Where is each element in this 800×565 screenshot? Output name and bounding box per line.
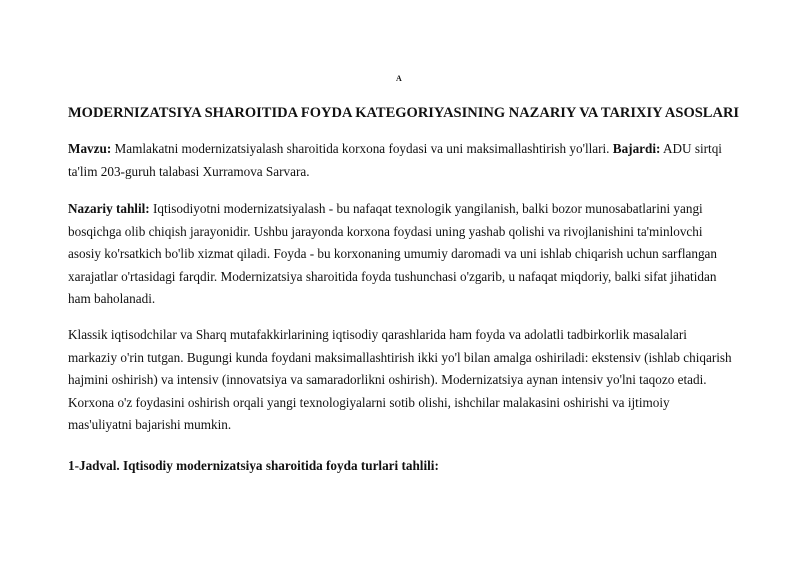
page-marker: A (396, 74, 402, 83)
theory-text: Iqtisodiyotni modernizatsiyalash - bu nafaqat texnologik yangilanish, balki bozor munosabatlarini yangi bosqichga olib chiqish jarayonidir. Ushbu jarayonda korxona foydasi uning yashab qolishi va rivojlanishini ta'minlovchi asosiy ko'rsatkich bo'lib xizmat qiladi. Foyda - bu korxonaning umumiy daromadi va uni ishlab chiqarish uchun sarflangan xarajatlar o'rtasidagi farqdir. Modernizatsiya sharoitida foyda tushunchasi o'zgarib, u nafaqat miqdoriy, balki sifat jihatidan ham baholanadi. (68, 201, 717, 307)
author-text: ADU sirtqi ta'lim 203-guruh talabasi Xurramova Sarvara. (68, 141, 722, 179)
document-title: MODERNIZATSIYA SHAROITIDA FOYDA KATEGORIYASINING NAZARIY VA TARIXIY ASOSLARI (68, 105, 740, 121)
table-caption: 1-Jadval. Iqtisodiy modernizatsiya sharoitida foyda turlari tahlili: (68, 458, 439, 473)
topic-label: Mavzu: (68, 141, 112, 156)
classic-paragraph: Klassik iqtisodchilar va Sharq mutafakkirlarining iqtisodiy qarashlarida ham foyda va adolatli tadbirkorlik masalalari markaziy o'rin tutgan. Bugungi kunda foydani maksimallashtirish ikki yo'l bilan amalga oshiriladi: ekstensiv (ishlab chiqarish hajmini oshirish) va intensiv (innovatsiya va samaradorlikni oshirish). Modernizatsiya aynan intensiv yo'lni taqozo etadi. Korxona o'z foydasini oshirish orqali yangi texnologiyalarni sotib olishi, ishchilar malakasini oshirishi va ijtimoiy mas'uliyatni bajarishi mumkin. (68, 327, 732, 433)
topic-text: Mamlakatni modernizatsiyalash sharoitida korxona foydasi va uni maksimallashtirish yo'llari. (111, 141, 613, 156)
author-label: Bajardi: (612, 141, 661, 156)
theory-paragraph (68, 198, 732, 311)
topic-paragraph (68, 138, 732, 183)
theory-label: Nazariy tahlil: (68, 201, 150, 216)
